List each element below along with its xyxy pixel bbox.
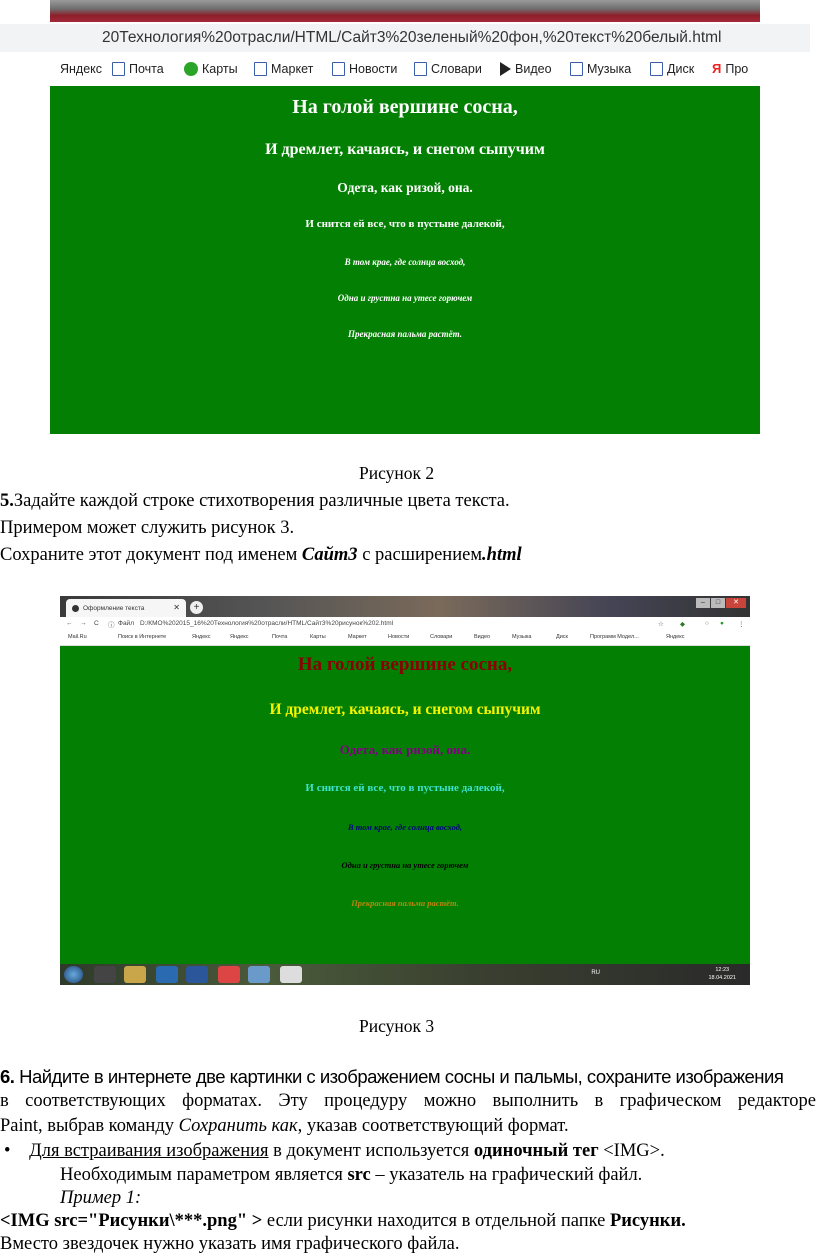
last-line: Вместо звездочек нужно указать имя графического файла. [0,1234,460,1254]
yandex-icon: Я [712,61,722,76]
bookmark-disk[interactable]: Диск [650,62,694,76]
browser-active-icon[interactable] [280,966,302,983]
forward-icon[interactable]: → [80,620,87,627]
bookmark-dictionaries[interactable]: Словари [414,62,482,76]
system-clock[interactable]: 12:23 18.04.2021 [708,967,736,981]
poem-line-3: Одета, как ризой, она. [337,180,473,195]
chrome-icon[interactable] [218,966,240,983]
bookmark-pro[interactable]: Я Про [712,61,749,76]
bookmark-item[interactable]: Mail.Ru [68,634,87,640]
address-url[interactable]: D:/КМО%202015_16%20Технология%20отрасли/HTML/Сайт3%20рисунок%202.html [140,620,394,627]
globe-icon [72,605,79,612]
poem-line-7: Прекрасная пальма растёт. [351,898,459,908]
step-5-line-1: 5.Задайте каждой строке стихотворения различные цвета текста. [0,491,510,511]
bookmark-item[interactable]: Яндекс [666,634,685,640]
bookmark-maps[interactable]: Карты [184,62,238,76]
poem-line-1: На голой вершине сосна, [292,96,518,118]
bookmark-item[interactable]: Видео [474,634,491,640]
maximize-button[interactable]: □ [711,598,725,608]
browser-tab[interactable]: Оформление текста ✕ [66,599,186,617]
reload-icon[interactable]: C [94,620,99,627]
minimize-button[interactable]: – [696,598,710,608]
example-label: Пример 1: [60,1188,142,1208]
start-icon[interactable] [64,966,83,983]
word-icon[interactable] [186,966,208,983]
bookmark-item[interactable]: Яндекс [192,634,211,640]
info-icon: ⓘ [108,622,115,629]
step-6-line-3: Paint, выбрав команду Сохранить как, указав соответствующий формат. [0,1116,569,1136]
disk-icon [650,62,663,76]
menu-icon[interactable]: ⋮ [738,621,745,628]
explorer-icon[interactable] [124,966,146,983]
bookmark-video[interactable]: Видео [500,62,552,76]
bullet-line-2: Необходимым параметром является src – указатель на графический файл. [60,1165,643,1185]
bookmark-item[interactable]: Почта [272,634,288,640]
step-5-line-2: Примером может служить рисунок 3. [0,518,295,538]
step-6 [0,1066,816,1088]
bookmark-music[interactable]: Музыка [570,62,631,76]
account-icon[interactable]: ○ [705,620,709,627]
window-controls [696,598,746,608]
bookmark-item[interactable]: Музыка [512,634,532,640]
ie-icon[interactable] [156,966,178,983]
bookmark-item[interactable]: Яндекс [230,634,249,640]
windows-taskbar [60,964,750,985]
bookmark-item[interactable]: Маркет [348,634,367,640]
new-tab-button[interactable]: + [190,601,203,614]
bookmark-item[interactable]: Словари [430,634,453,640]
address-url[interactable]: 20Технология%20отрасли/HTML/Сайт3%20зеленый%20фон,%20текст%20белый.html [102,29,722,46]
close-window-button[interactable]: ✕ [726,598,746,608]
bookmarks-bar [60,631,750,646]
address-bar[interactable] [60,617,750,631]
bookmark-market[interactable]: Маркет [254,62,313,76]
poem-line-6: Одна и грустна на утесе горючем [337,293,473,303]
bookmark-item[interactable]: Карты [310,634,326,640]
figure-3-screenshot [60,596,750,985]
music-icon [570,62,583,76]
bullet-line-1: • Для встраивания изображения в документ используется одиночный тег <IMG>. [4,1141,665,1161]
bookmark-mail[interactable]: Почта [112,62,164,76]
poem-line-7: Прекрасная пальма растёт. [348,329,462,339]
language-indicator[interactable]: RU [591,970,600,976]
media-player-icon[interactable] [94,966,116,983]
code-line: <IMG src="Рисунки\***.png" > если рисунки находится в отдельной папке Рисунки. [0,1211,686,1231]
window-top-strip [50,0,760,22]
step-6-line-1: 6. Найдите в интернете две картинки с изображением сосны и пальмы, сохраните изображения [0,1066,784,1087]
step-6-line-2: в соответствующих форматах. Эту процедуру можно выполнить в графическом редакторе [0,1091,816,1111]
back-icon[interactable]: ← [66,620,73,627]
caption-figure-2: Рисунок 2 [359,463,435,483]
close-tab-icon[interactable]: ✕ [173,603,180,612]
poem-line-3: Одета, как ризой, она. [339,742,471,757]
step-5-line-3: Сохраните этот документ под именем Сайт3 с расширением.html [0,545,522,565]
figure-2-screenshot [50,0,760,434]
shield-icon[interactable]: ◆ [680,621,685,628]
poem-line-1: На голой вершине сосна, [297,654,513,675]
bookmark-item[interactable]: Новости [388,634,410,640]
app-icon[interactable] [248,966,270,983]
poem-line-2: И дремлет, качаясь, и снегом сыпучим [269,701,541,718]
caption-figure-3: Рисунок 3 [359,1016,435,1036]
bookmark-item[interactable]: Программ Модел... [590,634,639,640]
tab-bar [60,596,750,617]
extension-icon[interactable]: ● [720,620,724,627]
star-icon[interactable]: ☆ [658,621,664,628]
market-icon [254,62,267,76]
bookmark-yandex[interactable]: Яндекс [60,62,103,76]
embed-image-link[interactable]: Для встраивания изображения [29,1141,269,1161]
bookmarks-bar [50,56,758,84]
green-page [60,646,750,964]
poem-line-4: И снится ей все, что в пустыне далекой, [305,782,505,794]
dictionary-icon [414,62,427,76]
mail-icon [112,62,125,76]
poem-line-5: В том крае, где солнца восход, [344,257,466,267]
poem-line-6: Одна и грустна на утесе горючем [341,860,469,870]
play-icon [500,62,511,76]
maps-icon [184,62,198,76]
poem-line-4: И снится ей все, что в пустыне далекой, [305,218,505,230]
poem-line-2: И дремлет, качаясь, и снегом сыпучим [265,141,545,158]
bookmark-news[interactable]: Новости [332,62,397,76]
bullet-icon: • [4,1141,11,1161]
poem-line-5: В том крае, где солнца восход, [347,822,463,832]
bookmark-item[interactable]: Диск [556,634,568,640]
address-prefix: Файл [118,620,134,627]
green-page [50,86,760,434]
bookmark-item[interactable]: Поиск в Интернете [118,634,167,640]
news-icon [332,62,345,76]
